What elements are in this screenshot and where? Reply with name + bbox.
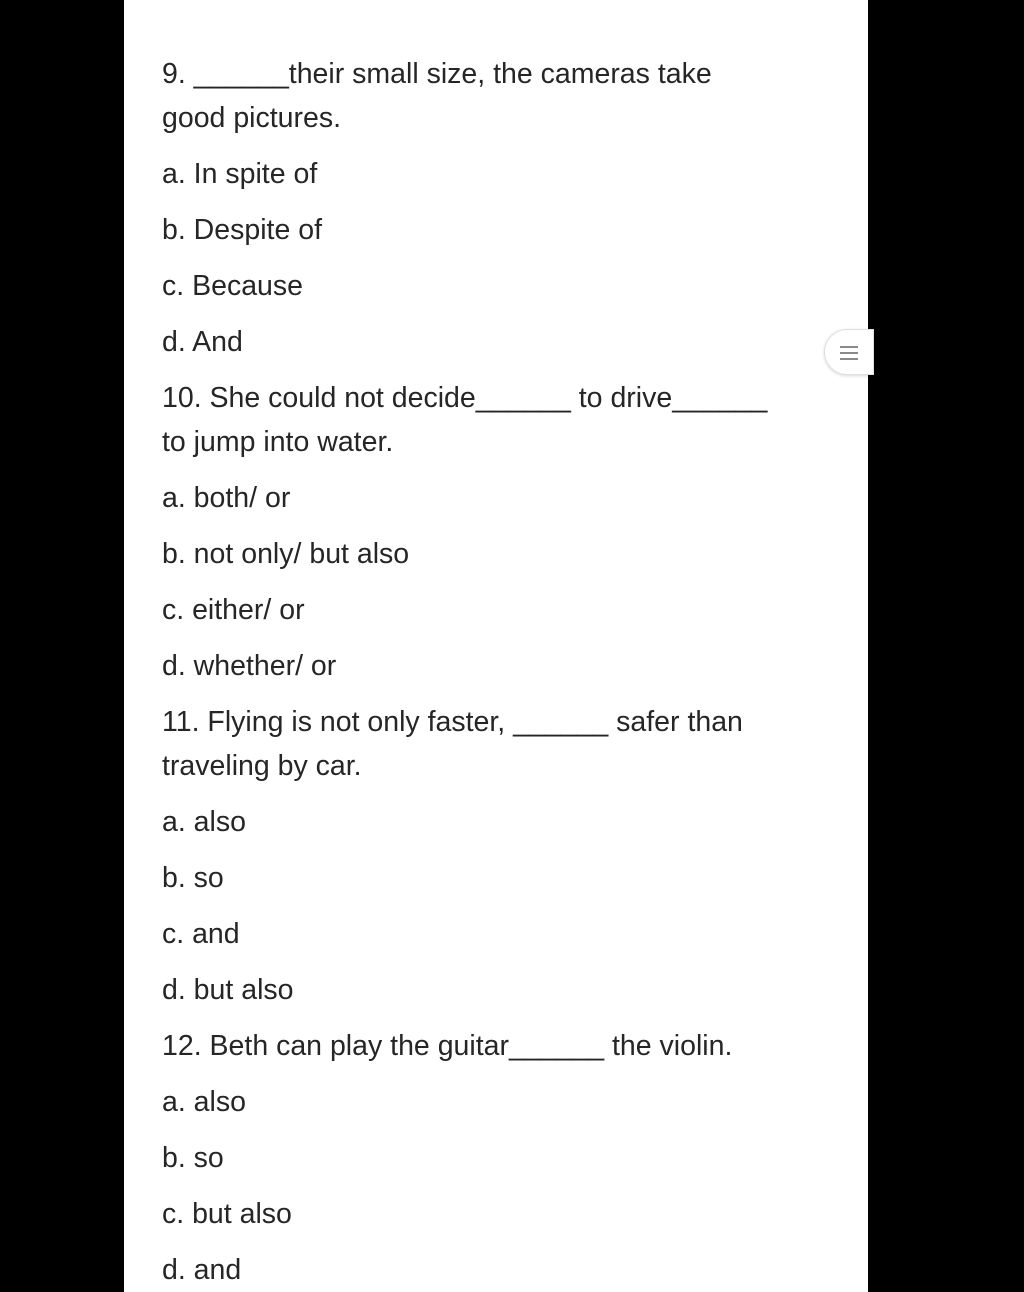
question-text-line1: 9. ______their small size, the cameras take: [162, 58, 712, 90]
question-text-line1: 12. Beth can play the guitar______ the violin.: [162, 1030, 733, 1062]
option-item: c. either/ or: [162, 594, 305, 626]
option-item: a. both/ or: [162, 482, 291, 514]
question-11: [162, 700, 822, 788]
option-item: c. and: [162, 918, 240, 950]
option-item: a. also: [162, 806, 246, 838]
question-9: [162, 52, 822, 140]
option-item: d. And: [162, 326, 243, 358]
quiz-content: [162, 52, 822, 1292]
option-item: b. Despite of: [162, 214, 323, 246]
question-text-line2: traveling by car.: [162, 750, 362, 782]
question-text-line2: good pictures.: [162, 102, 342, 134]
option-item: c. but also: [162, 1198, 292, 1230]
option-item: a. also: [162, 1086, 246, 1118]
option-item: a. In spite of: [162, 158, 318, 190]
question-10: [162, 376, 822, 464]
side-scroll-handle[interactable]: [824, 329, 874, 375]
option-item: b. so: [162, 862, 224, 894]
document-page: [124, 0, 868, 1292]
question-text-line2: to jump into water.: [162, 426, 394, 458]
question-text-line1: 10. She could not decide______ to drive______: [162, 382, 768, 414]
question-12: [162, 1024, 822, 1068]
option-item: c. Because: [162, 270, 303, 302]
menu-lines-icon: [838, 342, 860, 364]
option-item: d. and: [162, 1254, 242, 1286]
option-item: d. whether/ or: [162, 650, 337, 682]
question-text-line1: 11. Flying is not only faster, ______ safer than: [162, 706, 743, 738]
option-item: b. so: [162, 1142, 224, 1174]
option-item: d. but also: [162, 974, 294, 1006]
option-item: b. not only/ but also: [162, 538, 410, 570]
